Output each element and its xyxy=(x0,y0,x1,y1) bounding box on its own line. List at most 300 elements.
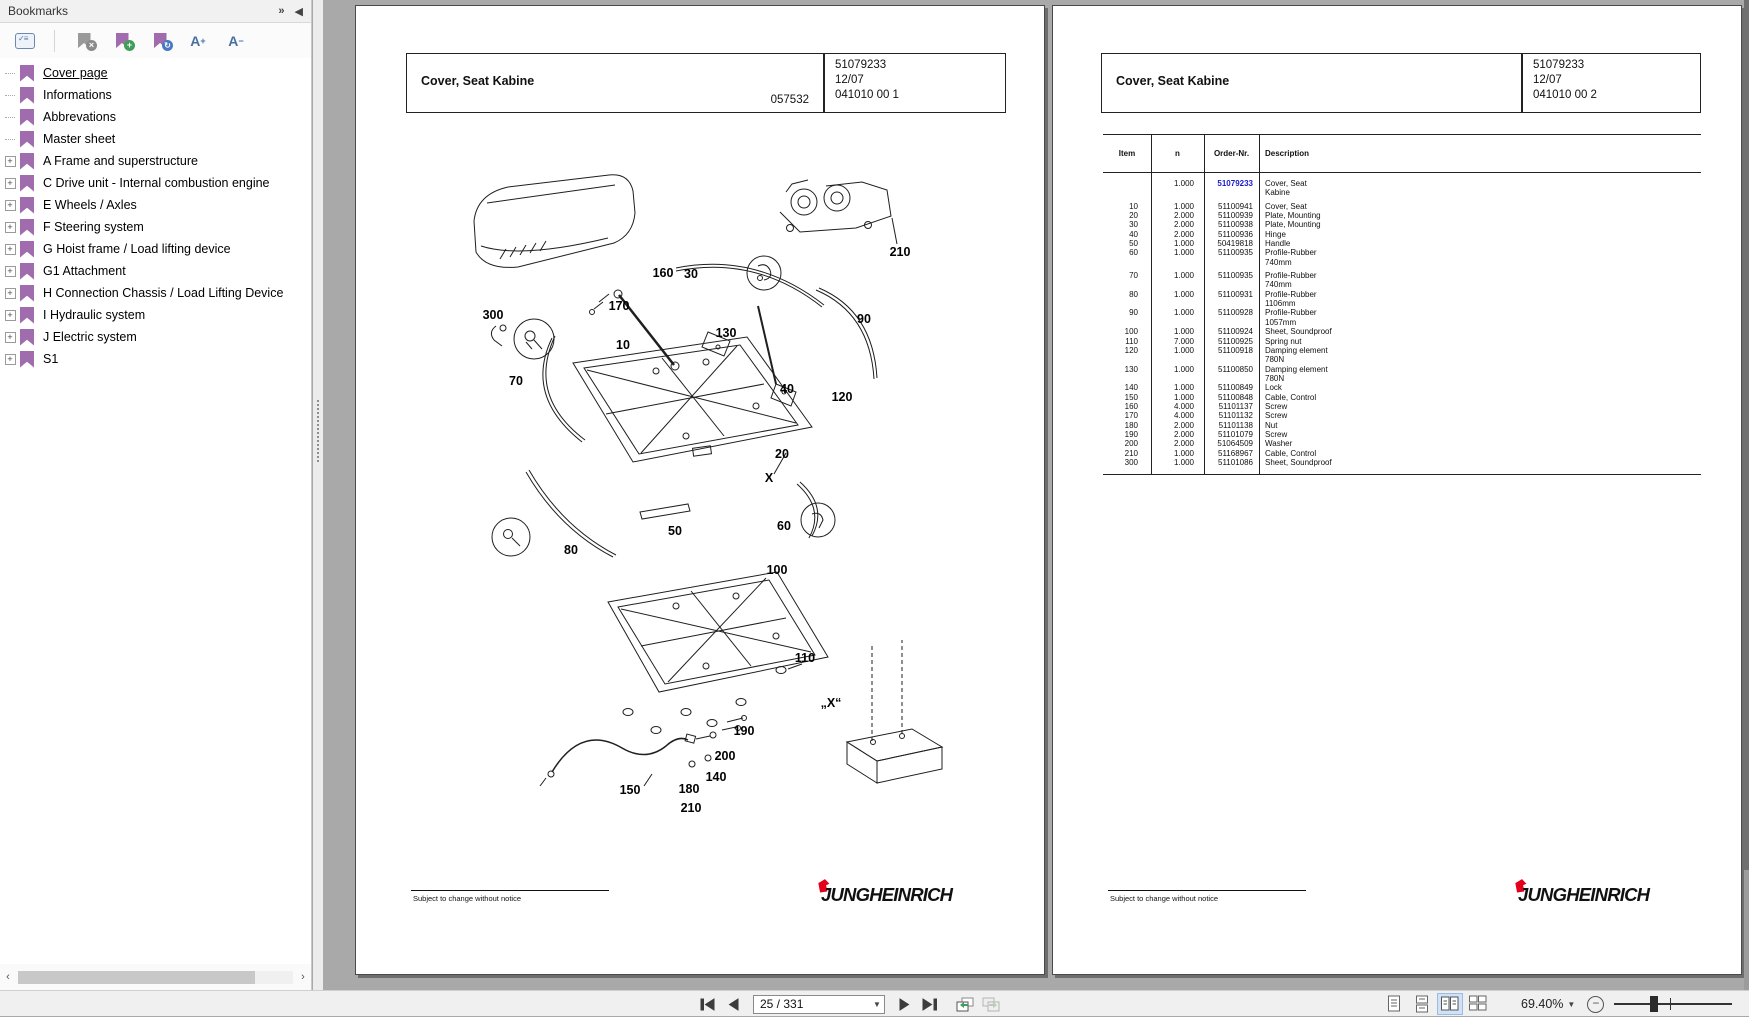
zoom-dropdown-icon[interactable]: ▼ xyxy=(1567,999,1576,1009)
view-history xyxy=(952,991,1004,1017)
diagram-part-label-150: 150 xyxy=(619,783,641,797)
diagram-part-label-50: 50 xyxy=(668,524,682,538)
zoom-slider-track[interactable] xyxy=(1614,1003,1732,1005)
cell-item: 20 xyxy=(1129,211,1138,221)
parts-table-row xyxy=(1103,308,1701,317)
cell-description: Cable, Control xyxy=(1265,392,1317,402)
diagram-part-label-90: 90 xyxy=(857,312,871,326)
table-border xyxy=(1103,172,1701,173)
bookmark-flag-icon xyxy=(20,65,34,82)
cell-quantity: 2.000 xyxy=(1173,420,1194,430)
tree-connector xyxy=(0,95,20,96)
parts-table-row xyxy=(1103,449,1701,458)
bookmark-expander[interactable] xyxy=(0,332,20,343)
left-footer-line xyxy=(411,890,609,891)
parts-table-row xyxy=(1103,248,1701,257)
cell-order-number: 51100936 xyxy=(1218,229,1253,239)
bookmark-item-c-drive-unit-internal-combustion-engine[interactable] xyxy=(0,172,311,194)
bookmarks-tree xyxy=(0,58,311,964)
col-header-order: Order-Nr. xyxy=(1213,148,1250,158)
bookmark-expander[interactable] xyxy=(0,266,20,277)
cell-empty xyxy=(1151,374,1204,383)
parts-table-row-continuation xyxy=(1103,258,1701,267)
bottom-toolbar xyxy=(0,990,1749,1016)
expand-plus-icon[interactable]: + xyxy=(5,200,16,211)
tree-dotted-line xyxy=(5,117,15,118)
cell-item xyxy=(1103,179,1151,188)
cell-item: 140 xyxy=(1124,383,1138,393)
cell-quantity: 2.000 xyxy=(1173,229,1194,239)
cell-item: 300 xyxy=(1124,457,1138,467)
cell-item: 10 xyxy=(1129,201,1138,211)
parts-table-row xyxy=(1103,290,1701,299)
parts-table-row xyxy=(1103,239,1701,248)
cell-description-line2: 780N xyxy=(1265,373,1285,383)
parts-table-row xyxy=(1103,327,1701,336)
add-bookmark-button[interactable] xyxy=(109,29,135,53)
expand-plus-icon[interactable]: + xyxy=(5,222,16,233)
diagram-part-label-20: 20 xyxy=(775,447,789,461)
tree-connector xyxy=(0,73,20,74)
bookmark-label[interactable]: I Hydraulic system xyxy=(43,308,146,322)
right-page-title: Cover, Seat Kabine xyxy=(1116,74,1230,88)
first-page-icon xyxy=(700,998,716,1011)
tree-dotted-line xyxy=(5,73,15,74)
bookmark-flag-icon xyxy=(20,241,34,258)
expand-plus-icon[interactable]: + xyxy=(5,332,16,343)
expand-plus-icon[interactable]: + xyxy=(5,354,16,365)
expand-plus-icon[interactable]: + xyxy=(5,266,16,277)
right-header-meta xyxy=(1533,58,1597,103)
cell-empty xyxy=(1151,188,1204,197)
parts-table-row-continuation xyxy=(1103,299,1701,308)
left-ref-number: 51079233 xyxy=(835,59,887,71)
diagram-part-label-10: 10 xyxy=(616,338,630,352)
cell-empty xyxy=(1103,355,1151,364)
left-footer-note: Subject to change without notice xyxy=(413,894,521,903)
cell-quantity: 1.000 xyxy=(1173,179,1194,188)
diagram-part-label-210: 210 xyxy=(680,801,702,815)
parts-table-row xyxy=(1103,337,1701,346)
table-header-row xyxy=(1103,134,1701,172)
bookmark-item-i-hydraulic-system[interactable] xyxy=(0,304,311,326)
bookmark-item-g1-attachment[interactable] xyxy=(0,260,311,282)
cell-quantity: 2.000 xyxy=(1173,429,1194,439)
left-drawing-number: 041010 00 1 xyxy=(835,89,899,101)
cell-empty xyxy=(1151,258,1204,267)
cell-order-number: 51101132 xyxy=(1218,411,1253,421)
right-footer-line xyxy=(1108,890,1306,891)
bookmark-options-button[interactable] xyxy=(12,29,38,53)
cell-item: 210 xyxy=(1124,448,1138,458)
single-page-view-button[interactable] xyxy=(1381,993,1407,1015)
cell-description: Sheet, Soundproof xyxy=(1265,327,1332,337)
cell-description: Lock xyxy=(1265,383,1282,393)
continuous-view-icon xyxy=(1414,995,1430,1013)
cell-description: Spring nut xyxy=(1265,336,1302,346)
two-page-continuous-view-icon xyxy=(1468,995,1488,1013)
parts-table-row-continuation xyxy=(1103,355,1701,364)
parts-table-row xyxy=(1103,383,1701,392)
two-page-view-button[interactable] xyxy=(1437,993,1463,1015)
toolbar-separator xyxy=(54,30,55,52)
font-decrease-label: A xyxy=(228,32,239,49)
bookmark-flag-icon xyxy=(20,153,34,170)
bookmark-item-h-connection-chassis-load-lifting-device[interactable] xyxy=(0,282,311,304)
cell-order-number: 51101086 xyxy=(1218,457,1253,467)
bookmark-flag-icon xyxy=(20,197,34,214)
cell-empty xyxy=(1151,318,1204,327)
bookmark-label[interactable]: F Steering system xyxy=(43,220,144,234)
zoom-level-value[interactable]: 69.40% xyxy=(1521,997,1564,1011)
cell-order-number: 51100935 xyxy=(1218,248,1253,258)
cell-description: Screw xyxy=(1265,401,1288,411)
cell-order-number: 51101137 xyxy=(1218,401,1253,411)
cell-quantity: 2.000 xyxy=(1173,439,1194,449)
bookmarks-panel-title: Bookmarks xyxy=(8,4,69,18)
left-doc-number: 057532 xyxy=(770,94,809,106)
panel-splitter[interactable] xyxy=(313,0,323,990)
cell-description-line2: 740mm xyxy=(1265,257,1292,267)
diagram-part-label-30: 30 xyxy=(684,267,698,281)
cell-description: Plate, Mounting xyxy=(1265,220,1321,230)
col-header-n: n xyxy=(1175,148,1180,158)
last-page-icon xyxy=(922,998,938,1011)
vertical-scrollbar-thumb[interactable] xyxy=(1744,0,1749,870)
cell-order-number: 51100850 xyxy=(1218,364,1253,374)
zoom-slider-handle[interactable] xyxy=(1650,996,1658,1012)
cell-description: Profile-Rubber xyxy=(1265,248,1317,258)
bookmark-label[interactable]: Cover page xyxy=(43,66,108,80)
cell-quantity: 1.000 xyxy=(1173,345,1194,355)
cell-quantity: 1.000 xyxy=(1173,364,1194,374)
parts-table-row xyxy=(1103,211,1701,220)
diagram-part-label-XXX: „X“ xyxy=(820,696,842,710)
two-page-continuous-view-button[interactable] xyxy=(1465,993,1491,1015)
parts-table-row-continuation xyxy=(1103,318,1701,327)
cell-empty xyxy=(1204,318,1259,327)
tree-dotted-line xyxy=(5,95,15,96)
header-divider xyxy=(1521,54,1523,112)
cell-quantity: 1.000 xyxy=(1173,392,1194,402)
zoom-slider[interactable] xyxy=(1614,994,1726,1014)
diagram-part-label-190: 190 xyxy=(733,724,755,738)
cell-empty xyxy=(1204,188,1259,197)
cell-empty xyxy=(1204,299,1259,308)
bookmark-label[interactable]: C Drive unit - Internal combustion engine xyxy=(43,176,270,190)
expand-plus-icon[interactable]: + xyxy=(5,288,16,299)
bookmark-label[interactable]: A Frame and superstructure xyxy=(43,154,198,168)
bookmark-item-f-steering-system[interactable] xyxy=(0,216,311,238)
page-number-input[interactable] xyxy=(753,995,885,1014)
parts-table-row xyxy=(1103,179,1701,188)
cell-quantity: 1.000 xyxy=(1173,239,1194,249)
bookmark-expander[interactable] xyxy=(0,200,20,211)
next-page-icon xyxy=(898,998,910,1011)
cell-description: Screw xyxy=(1265,411,1288,421)
diagram-part-label-40: 40 xyxy=(780,382,794,396)
bookmark-options-icon xyxy=(15,33,35,49)
cell-description: Damping element xyxy=(1265,364,1328,374)
font-increase-sign: + xyxy=(200,35,206,46)
diagram-part-label-130: 130 xyxy=(715,326,737,340)
parts-table-row-continuation xyxy=(1103,280,1701,289)
cell-empty xyxy=(1204,374,1259,383)
cell-empty xyxy=(1204,355,1259,364)
parts-table-row xyxy=(1103,346,1701,355)
bookmark-item-master-sheet[interactable] xyxy=(0,128,311,150)
expand-plus-icon[interactable]: + xyxy=(5,244,16,255)
bookmark-item-informations[interactable] xyxy=(0,84,311,106)
cell-item: 200 xyxy=(1124,439,1138,449)
parts-table-row xyxy=(1103,202,1701,211)
continuous-view-button[interactable] xyxy=(1409,993,1435,1015)
cell-quantity: 1.000 xyxy=(1173,383,1194,393)
cell-description: Handle xyxy=(1265,239,1291,249)
first-page-button[interactable] xyxy=(695,993,721,1015)
parts-table-row xyxy=(1103,230,1701,239)
cell-description-line2: Kabine xyxy=(1265,188,1290,198)
bookmark-flag-icon xyxy=(20,109,34,126)
cell-item: 120 xyxy=(1124,345,1138,355)
diagram-part-label-210: 210 xyxy=(889,245,911,259)
cell-order-number: 51100849 xyxy=(1218,383,1253,393)
cell-order-number: 51100939 xyxy=(1218,211,1253,221)
tree-connector xyxy=(0,117,20,118)
bookmark-label[interactable]: Abbrevations xyxy=(43,110,116,124)
cell-quantity: 1.000 xyxy=(1173,289,1194,299)
tree-dotted-line xyxy=(5,139,15,140)
scrollbar-track[interactable] xyxy=(18,971,293,984)
left-brand-logo xyxy=(811,880,956,908)
diagram-part-label-200: 200 xyxy=(714,749,736,763)
bookmark-item-s1[interactable] xyxy=(0,348,311,370)
cell-description: Cover, Seat xyxy=(1265,179,1307,188)
cell-empty xyxy=(1204,258,1259,267)
bookmark-flag-icon xyxy=(20,175,34,192)
font-increase-label: A xyxy=(190,32,201,49)
cell-item: 40 xyxy=(1129,229,1138,239)
diagram-part-label-80: 80 xyxy=(564,543,578,557)
cell-description: Sheet, Soundproof xyxy=(1265,457,1332,467)
cell-quantity: 1.000 xyxy=(1173,201,1194,211)
cell-quantity: 2.000 xyxy=(1173,211,1194,221)
table-border xyxy=(1103,474,1701,475)
bookmark-item-abbrevations[interactable] xyxy=(0,106,311,128)
scroll-right-icon[interactable]: › xyxy=(301,971,305,983)
parts-table-row xyxy=(1103,365,1701,374)
zoom-controls xyxy=(1381,991,1726,1017)
decrease-text-size-button[interactable] xyxy=(223,29,249,53)
page-right xyxy=(1052,5,1742,975)
diagram-part-label-110: 110 xyxy=(794,651,816,665)
scroll-left-icon[interactable]: ‹ xyxy=(6,971,10,983)
cell-quantity: 4.000 xyxy=(1173,401,1194,411)
cell-description: Screw xyxy=(1265,429,1288,439)
page-dropdown-icon[interactable]: ▼ xyxy=(873,999,881,1009)
bookmark-expander[interactable] xyxy=(0,310,20,321)
bookmark-label[interactable]: H Connection Chassis / Load Lifting Device xyxy=(43,286,284,300)
delete-badge: × xyxy=(86,40,97,51)
document-canvas xyxy=(323,0,1749,990)
cell-description-line2: 1106mm xyxy=(1265,299,1296,309)
diagram-part-label-300: 300 xyxy=(482,308,504,322)
parts-table xyxy=(1103,134,1701,475)
left-brand-text: JUNGHEINRICH xyxy=(821,884,953,905)
cell-order-number: 50419818 xyxy=(1217,239,1253,249)
zoom-out-button[interactable]: − xyxy=(1587,996,1604,1013)
bookmark-label[interactable]: G Hoist frame / Load lifting device xyxy=(43,242,231,256)
cell-order-number: 51100938 xyxy=(1218,220,1253,230)
bookmark-item-e-wheels-axles[interactable] xyxy=(0,194,311,216)
exploded-parts-diagram xyxy=(356,6,1044,974)
cell-empty xyxy=(1204,280,1259,289)
cell-empty xyxy=(1103,374,1151,383)
two-page-view-icon xyxy=(1440,995,1460,1013)
right-ref-number: 51079233 xyxy=(1533,59,1585,71)
next-view-icon xyxy=(982,997,1000,1012)
bookmark-label[interactable]: G1 Attachment xyxy=(43,264,126,278)
next-page-button[interactable] xyxy=(891,993,917,1015)
bookmarks-panel-header xyxy=(0,0,311,23)
bookmark-expander[interactable] xyxy=(0,354,20,365)
cell-quantity: 1.000 xyxy=(1173,448,1194,458)
cell-quantity: 7.000 xyxy=(1173,336,1194,346)
parts-table-row xyxy=(1103,402,1701,411)
cell-order-number: 51101079 xyxy=(1218,429,1253,439)
cell-order-number: 51064509 xyxy=(1217,439,1253,449)
bookmark-flag-icon xyxy=(20,87,34,104)
document-vertical-scrollbar[interactable] xyxy=(1744,0,1749,990)
page-navigation xyxy=(695,991,943,1017)
bookmark-label[interactable]: Informations xyxy=(43,88,112,102)
last-page-button[interactable] xyxy=(917,993,943,1015)
previous-page-button[interactable] xyxy=(721,993,747,1015)
recent-bookmark-button[interactable] xyxy=(147,29,173,53)
bookmark-expander[interactable] xyxy=(0,156,20,167)
right-drawing-number: 041010 00 2 xyxy=(1533,89,1597,101)
cell-description-line2: 1057mm xyxy=(1265,317,1297,327)
cell-description: Profile-Rubber xyxy=(1265,289,1317,299)
diagram-part-label-170: 170 xyxy=(608,299,630,313)
bookmark-expander[interactable] xyxy=(0,178,20,189)
bookmark-label[interactable]: Master sheet xyxy=(43,132,116,146)
expand-plus-icon[interactable]: + xyxy=(5,178,16,189)
parts-table-row-continuation xyxy=(1103,374,1701,383)
zoom-slider-tick xyxy=(1670,998,1671,1010)
col-header-item: Item xyxy=(1118,148,1136,158)
diagram-part-label-180: 180 xyxy=(678,782,700,796)
delete-bookmark-button[interactable] xyxy=(71,29,97,53)
cell-item: 80 xyxy=(1129,289,1138,299)
bookmark-expander[interactable] xyxy=(0,222,20,233)
bookmark-item-cover-page[interactable] xyxy=(0,62,311,84)
font-decrease-sign: − xyxy=(238,35,244,46)
cell-description: Damping element xyxy=(1265,345,1328,355)
bookmark-item-g-hoist-frame-load-lifting-device[interactable] xyxy=(0,238,311,260)
cell-order-number: 51100848 xyxy=(1218,392,1253,402)
cell-order-number: 51101138 xyxy=(1218,420,1253,430)
cell-empty xyxy=(1151,355,1204,364)
bookmark-flag-icon xyxy=(20,307,34,324)
cell-quantity: 1.000 xyxy=(1173,457,1194,467)
bookmark-flag-icon xyxy=(20,131,34,148)
cell-order-number-link[interactable]: 51079233 xyxy=(1217,179,1253,188)
cell-order-number: 51100925 xyxy=(1218,336,1253,346)
expand-plus-icon[interactable]: + xyxy=(5,156,16,167)
previous-view-button[interactable] xyxy=(952,993,978,1015)
right-date: 12/07 xyxy=(1533,74,1562,86)
previous-page-icon xyxy=(728,998,740,1011)
parts-table-row xyxy=(1103,439,1701,448)
cell-description: Profile-Rubber xyxy=(1265,271,1317,281)
bookmark-expander[interactable] xyxy=(0,244,20,255)
bookmark-label[interactable]: J Electric system xyxy=(43,330,137,344)
expand-plus-icon[interactable]: + xyxy=(5,310,16,321)
bookmark-flag-icon xyxy=(20,285,34,302)
cell-quantity: 1.000 xyxy=(1173,248,1194,258)
bookmark-expander[interactable] xyxy=(0,288,20,299)
cell-item: 180 xyxy=(1124,420,1138,430)
cell-order-number: 51100935 xyxy=(1218,271,1253,281)
page-left xyxy=(355,5,1045,975)
cell-item: 190 xyxy=(1124,429,1138,439)
parts-table-row xyxy=(1103,458,1701,467)
panel-collapse-icon[interactable]: » xyxy=(278,5,285,17)
bookmark-flag-icon xyxy=(20,329,34,346)
panel-hide-icon[interactable]: ◀ xyxy=(294,5,303,18)
next-view-button[interactable] xyxy=(978,993,1004,1015)
cell-empty xyxy=(1103,188,1151,197)
scrollbar-thumb[interactable] xyxy=(18,971,255,984)
increase-text-size-button[interactable] xyxy=(185,29,211,53)
left-date: 12/07 xyxy=(835,74,864,86)
diagram-drawing xyxy=(356,6,1046,976)
cell-item: 160 xyxy=(1124,401,1138,411)
parts-table-row xyxy=(1103,271,1701,280)
cell-item: 110 xyxy=(1125,336,1138,346)
bookmark-item-a-frame-and-superstructure[interactable] xyxy=(0,150,311,172)
bookmarks-panel xyxy=(0,0,312,990)
cell-quantity: 4.000 xyxy=(1173,411,1194,421)
bookmark-item-j-electric-system[interactable] xyxy=(0,326,311,348)
add-badge: + xyxy=(124,40,135,51)
cell-empty xyxy=(1103,299,1151,308)
cell-empty xyxy=(1103,258,1151,267)
bookmark-label[interactable]: E Wheels / Axles xyxy=(43,198,137,212)
bookmark-label[interactable]: S1 xyxy=(43,352,59,366)
cell-quantity: 2.000 xyxy=(1173,220,1194,230)
cell-empty xyxy=(1151,299,1204,308)
table-body xyxy=(1103,179,1701,467)
cell-item: 100 xyxy=(1124,327,1138,337)
cell-order-number: 51100931 xyxy=(1218,289,1253,299)
page-indicator-value[interactable]: 25 / 331 xyxy=(760,997,804,1011)
parts-table-row xyxy=(1103,430,1701,439)
parts-table-row xyxy=(1103,220,1701,229)
cell-item: 60 xyxy=(1129,248,1138,258)
diagram-part-label-160: 160 xyxy=(652,266,674,280)
cell-description: Washer xyxy=(1265,439,1293,449)
cell-description: Hinge xyxy=(1265,229,1286,239)
cell-item: 70 xyxy=(1129,271,1138,281)
diagram-part-label-140: 140 xyxy=(705,770,727,784)
bookmarks-horizontal-scrollbar[interactable] xyxy=(0,964,311,990)
parts-table-row xyxy=(1103,393,1701,402)
cell-description: Cable, Control xyxy=(1265,448,1317,458)
cell-description: Nut xyxy=(1265,420,1278,430)
diagram-part-label-60: 60 xyxy=(777,519,791,533)
